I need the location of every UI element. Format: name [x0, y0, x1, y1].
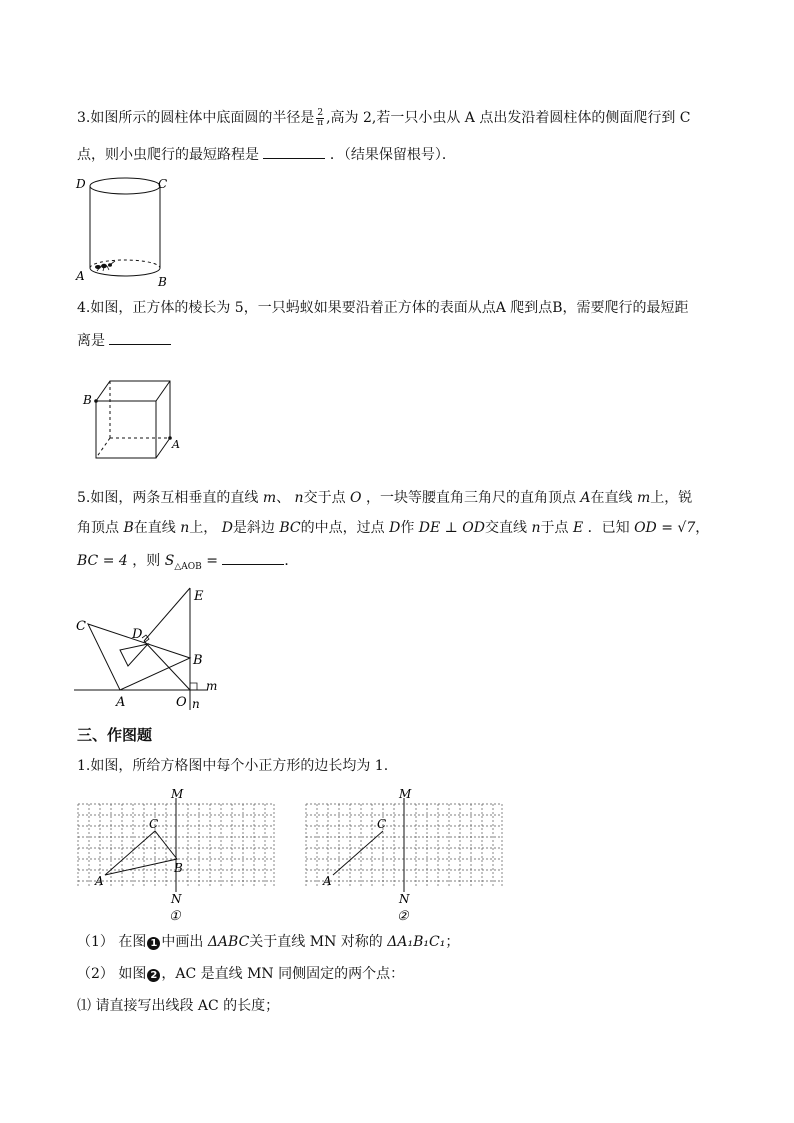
q5-t14: ．已知: [587, 520, 630, 536]
grid-2-segment-ac: [333, 831, 383, 875]
grid-figure-1: [76, 784, 278, 924]
q3-text-c: 点，则小虫爬行的最短路程是: [77, 147, 259, 163]
q5-t16: ，则: [132, 553, 161, 569]
q4-line2: [77, 330, 171, 351]
fig5-label-m: m: [206, 679, 218, 693]
q5-O: O: [350, 490, 362, 506]
q5-perp: DE ⊥ OD: [418, 520, 485, 536]
q5-t1: 5.如图，两条互相垂直的直线: [77, 490, 259, 506]
q5-BC4: BC = 4: [77, 553, 128, 569]
fig5-label-A: A: [116, 695, 126, 710]
q5-BC: BC: [279, 520, 301, 536]
subq-2: [77, 964, 404, 984]
q5-t7: 在直线: [133, 520, 176, 536]
cube-label-B: B: [83, 393, 92, 407]
q5-S-sub: △AOB: [174, 561, 202, 572]
q5-line3: [77, 550, 298, 577]
cyl-label-D: D: [76, 177, 86, 191]
q5-t9: 是斜边: [232, 520, 275, 536]
fig5-label-D: D: [132, 627, 143, 642]
q5-t15: ，: [695, 520, 710, 536]
grid2-label-C: C: [377, 817, 387, 831]
q3-text-a: 3.如图所示的圆柱体中底面圆的半径是: [77, 110, 315, 126]
q5-t10: 的中点，过点: [300, 520, 385, 536]
circled-number-2: 2: [147, 969, 160, 982]
q5-n: n: [294, 490, 304, 506]
q5-eq: =: [206, 553, 218, 569]
q5-t8: 上，: [189, 520, 218, 536]
q5-t13: 于点: [540, 520, 569, 536]
fig5-label-B: B: [193, 653, 203, 668]
q5-S: S: [164, 553, 175, 569]
grid1-label-M: M: [171, 787, 184, 801]
q3-fraction: [316, 109, 324, 128]
q5-D2: D: [389, 520, 401, 536]
q5-n3: n: [531, 520, 541, 536]
q3-text-b: ,高为 2,若一只小虫从 A 点出发沿着圆柱体的侧面爬行到 C: [326, 110, 691, 126]
subq-3: ⑴ 请直接写出线段 AC 的长度；: [77, 998, 280, 1014]
grid1-fig-label: ①: [169, 909, 181, 924]
subq2-t1: （2） 如图: [77, 966, 147, 982]
section3-q1: 1.如图，所给方格图中每个小正方形的边长均为 1.: [77, 758, 389, 774]
q4-line1: 4.如图，正方体的棱长为 5，一只蚂蚁如果要沿着正方体的表面从点A 爬到点B，需要爬行的最短距: [77, 300, 689, 316]
cyl-label-B: B: [158, 275, 167, 289]
cube-label-A: A: [172, 438, 180, 451]
q5-t4: 在直线: [590, 490, 633, 506]
triangle-ruler-figure: [70, 580, 230, 715]
grid2-label-M: M: [399, 787, 412, 801]
subq-1: [77, 932, 459, 952]
q5-answer-blank[interactable]: [222, 550, 284, 565]
section3-heading: 三、作图题: [77, 726, 153, 744]
subq2-t2: ，AC 是直线 MN 同侧固定的两个点：: [161, 966, 405, 982]
subq1-t1: （1） 在图: [77, 934, 147, 950]
subq1-t2: 中画出: [161, 934, 204, 950]
q5-t12: 交直线: [485, 520, 527, 536]
q5-t2: 交于点: [303, 490, 346, 506]
ant-icon: [95, 261, 115, 271]
q4-answer-blank[interactable]: [109, 330, 171, 345]
q5-line1: [77, 488, 692, 508]
q3-text-d: ．（结果保留根号）．: [329, 147, 456, 163]
grid1-label-B: B: [174, 861, 183, 875]
cyl-label-A: A: [76, 269, 85, 283]
q5-t17: ．: [284, 553, 299, 569]
cube-point-B: [94, 399, 98, 403]
q3-line1: [77, 108, 691, 128]
cylinder-figure: [70, 172, 180, 290]
q3-line2: [77, 144, 456, 165]
fig5-label-O: O: [176, 695, 187, 710]
q4-text-b: 离是: [77, 333, 105, 349]
q5-t3: ，一块等腰直角三角尺的直角顶点: [365, 490, 576, 506]
q5-t6: 角顶点: [77, 520, 119, 536]
grid1-label-C: C: [149, 817, 159, 831]
q5-n2: n: [180, 520, 190, 536]
q5-B: B: [123, 520, 134, 536]
subq1-t4: ；: [445, 934, 460, 950]
q5-sep: 、: [276, 490, 291, 506]
grid1-label-N: N: [171, 892, 182, 906]
q5-m: m: [262, 490, 277, 506]
q5-line2: [77, 518, 709, 538]
grid-figure-2: [304, 784, 506, 924]
subq1-triangle2: ΔA₁B₁C₁: [387, 934, 446, 950]
subq1-triangle: ΔABC: [207, 934, 250, 950]
grid2-label-N: N: [399, 892, 410, 906]
q3-frac-den: π: [317, 117, 324, 128]
q5-t5: 上，锐: [650, 490, 693, 506]
q3-frac-num: 2: [317, 107, 324, 118]
grid1-label-A: A: [95, 874, 104, 888]
q5-m2: m: [637, 490, 651, 506]
cube-figure: [80, 376, 180, 462]
q5-D: D: [221, 520, 233, 536]
q5-E: E: [572, 520, 584, 536]
q5-A: A: [580, 490, 591, 506]
q5-OD: OD = √7: [634, 520, 696, 536]
fig5-label-E: E: [194, 589, 204, 604]
q3-answer-blank[interactable]: [263, 144, 325, 159]
subq1-t3: 关于直线 MN 对称的: [249, 934, 383, 950]
fig5-label-n: n: [192, 697, 200, 711]
q5-t11: 作: [400, 520, 415, 536]
circled-number-1: 1: [147, 937, 160, 950]
fig5-label-C: C: [76, 619, 86, 634]
cyl-label-C: C: [158, 177, 168, 191]
grid2-fig-label: ②: [397, 909, 409, 924]
grid2-label-A: A: [323, 874, 332, 888]
